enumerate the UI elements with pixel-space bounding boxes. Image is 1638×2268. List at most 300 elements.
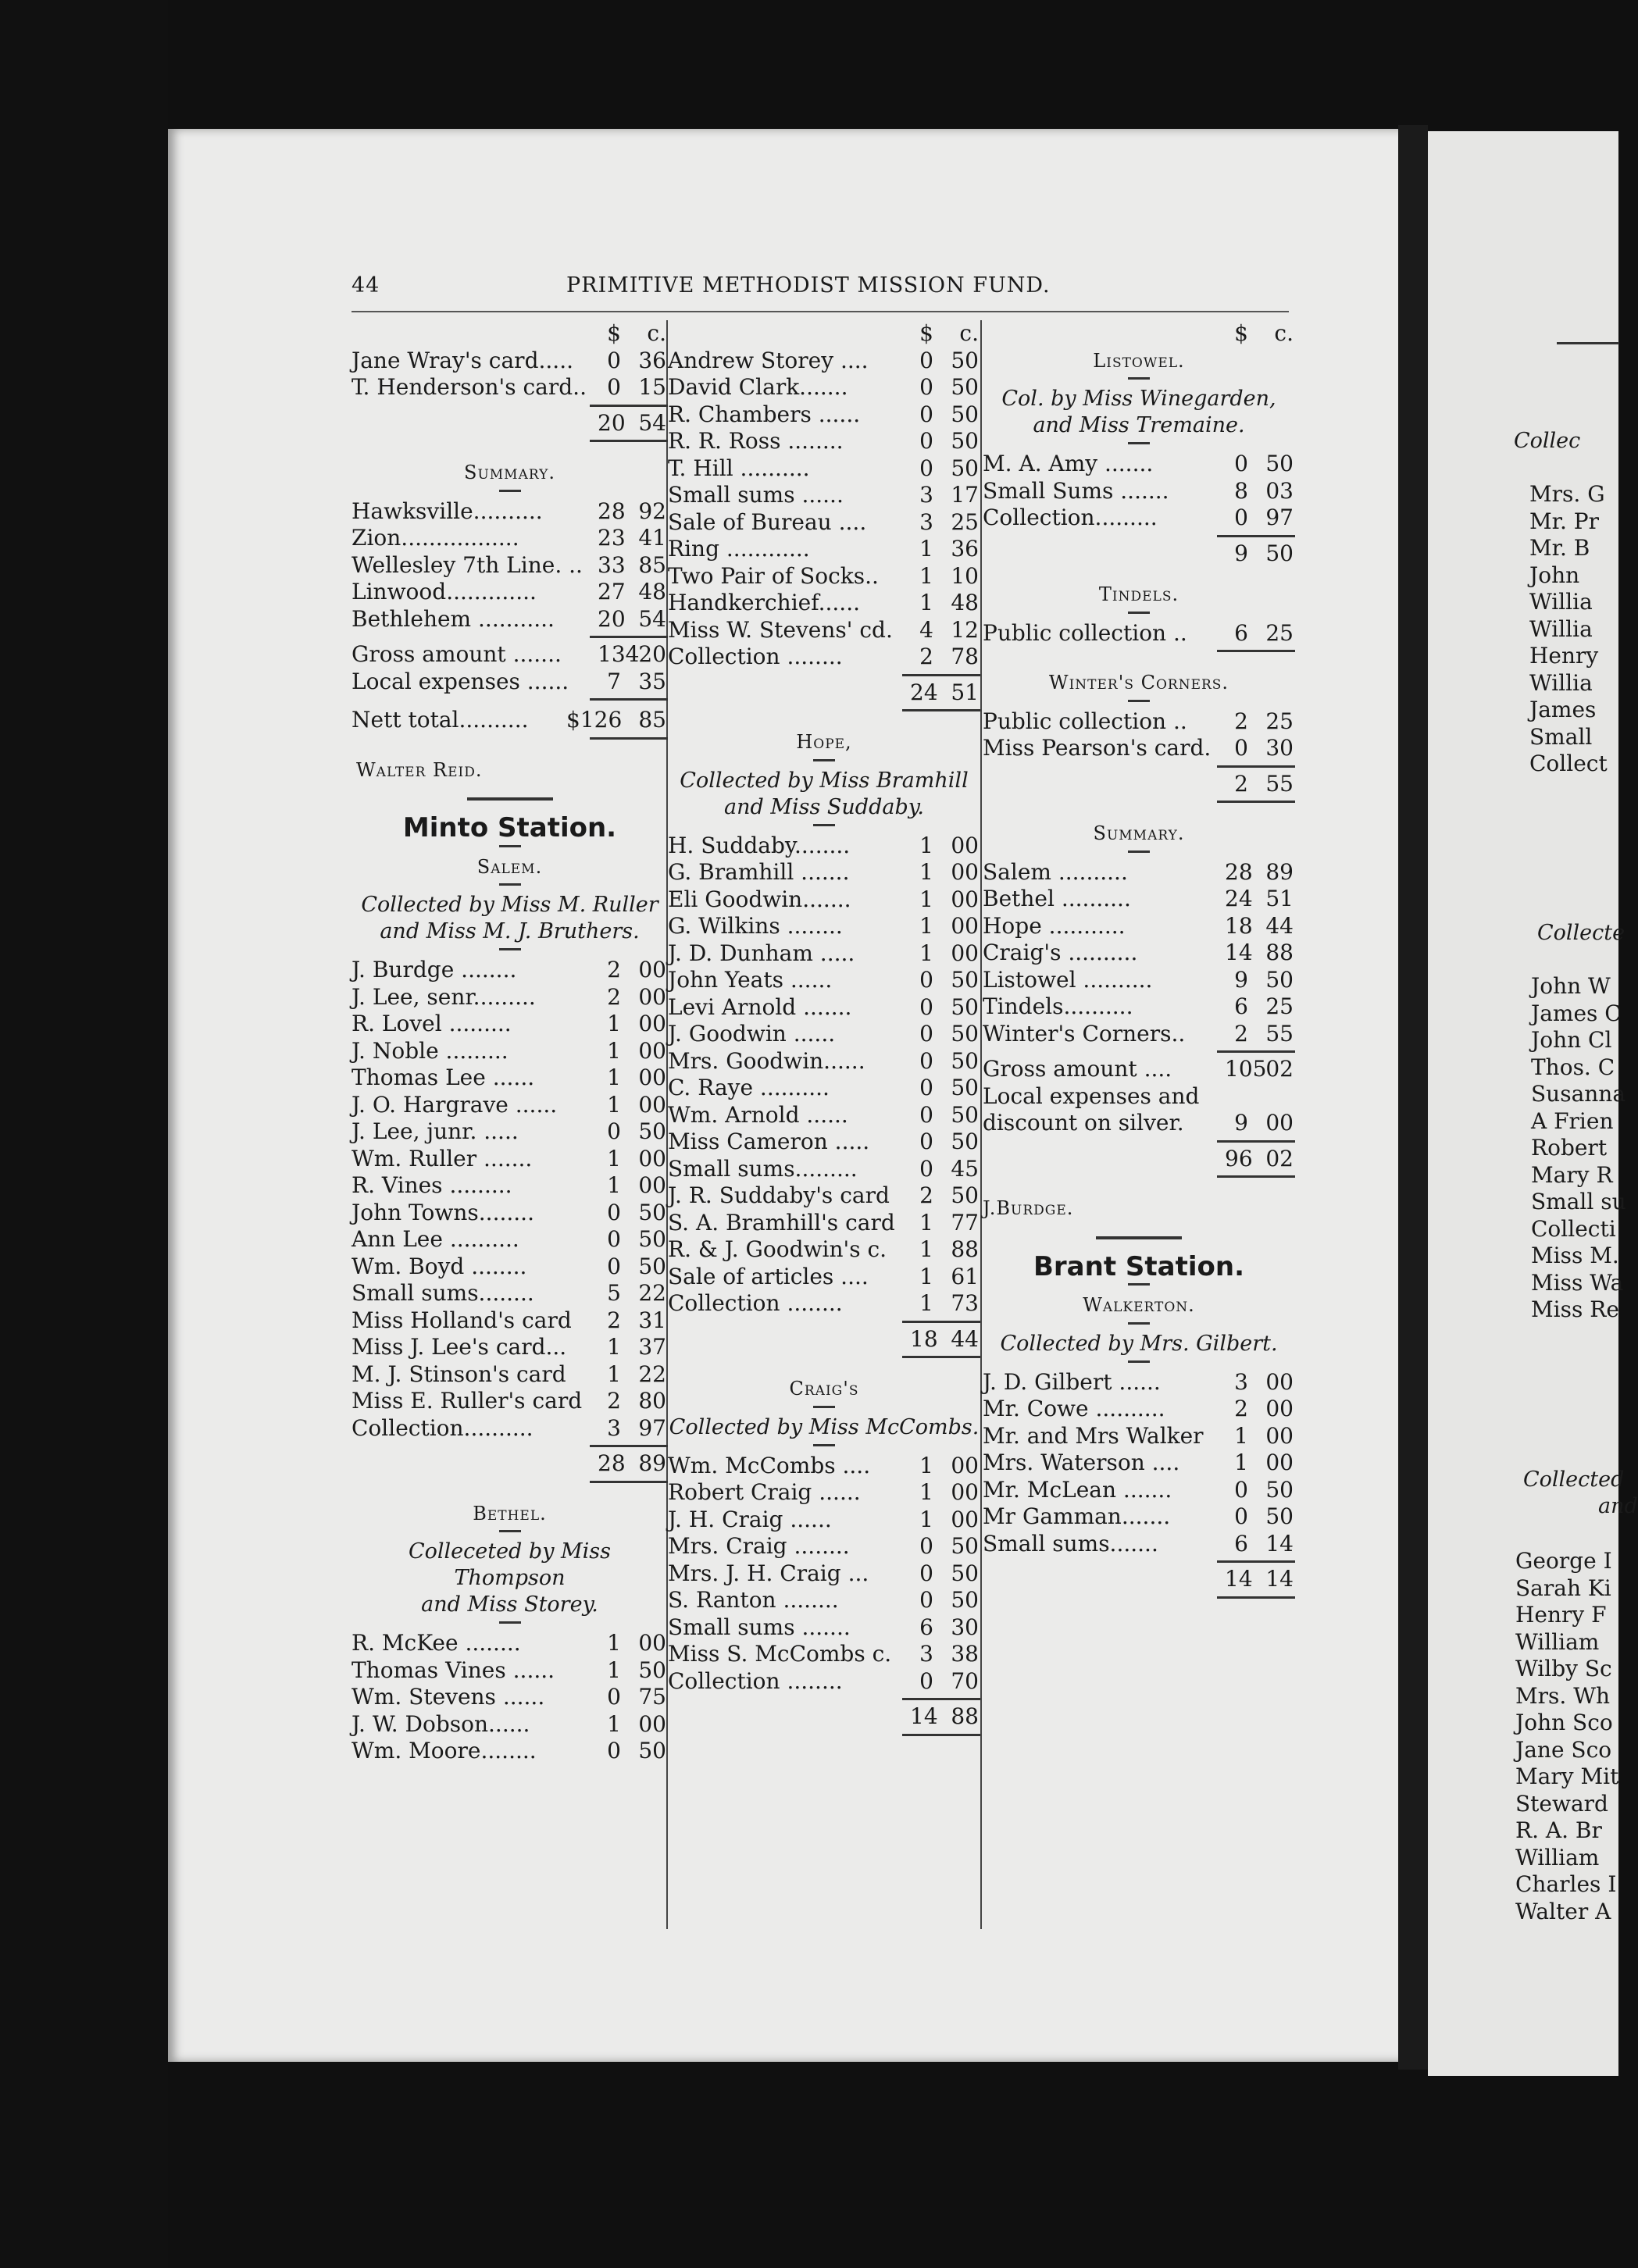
sum-rule	[590, 1481, 668, 1483]
adjacent-line: Mr. B	[1529, 535, 1590, 561]
amount-cents: 70	[951, 1667, 979, 1694]
amount-cents: 00	[951, 1452, 979, 1478]
sum-rule	[1217, 1175, 1295, 1178]
ledger-row	[668, 1641, 980, 1668]
amount-dollars: 3	[919, 508, 933, 535]
amount-cents: 80	[638, 1388, 666, 1414]
amount-cents: 36	[951, 536, 979, 562]
amount-cents: 50	[638, 1118, 666, 1144]
entry-name: J. D. Gilbert ......	[983, 1368, 1161, 1395]
amount-dollars: 7	[607, 668, 621, 694]
amount-dollars: 0	[607, 1684, 621, 1710]
amount-dollars: 2	[607, 957, 621, 982]
collectors-line: Colleceted by Miss Thompson	[408, 1539, 612, 1590]
ledger-row	[983, 886, 1295, 913]
adjacent-line: Sarah Ki	[1515, 1574, 1611, 1601]
entry-name: Wm. Arnold ......	[668, 1101, 848, 1128]
sum-rule	[902, 1734, 980, 1736]
amount-dollars: 1	[607, 1360, 621, 1387]
amount-dollars: 23	[598, 525, 626, 551]
amount-cents: 75	[638, 1684, 666, 1710]
amount-dollars: 14	[910, 1703, 938, 1729]
amount-cents: 25	[1265, 619, 1294, 646]
amount-cents: 50	[638, 1226, 666, 1252]
page-header	[352, 273, 1289, 305]
heading-dash	[1128, 1360, 1150, 1363]
collectors-line: and Miss M. J. Bruthers.	[380, 919, 640, 943]
sum-rule	[1217, 1560, 1295, 1563]
amount-cents: 50	[1265, 1476, 1294, 1503]
entry-name: Eli Goodwin.......	[668, 886, 851, 912]
adjacent-line: George I	[1515, 1548, 1612, 1574]
amount-cents: 00	[951, 913, 979, 939]
entry-name: Salem ..........	[983, 858, 1128, 885]
amount-dollars: 1	[1234, 1450, 1248, 1475]
dollar-sign: $	[919, 320, 933, 346]
ledger-row	[668, 1560, 980, 1588]
entry-name: Wm. Ruller .......	[352, 1145, 533, 1171]
entry-name: Jane Wray's card.....	[352, 347, 573, 373]
adjacent-line: Henry F	[1515, 1602, 1607, 1628]
entry-name: Bethel ..........	[983, 886, 1131, 911]
ledger-row	[668, 1533, 980, 1560]
amount-cents: 35	[638, 668, 666, 694]
amount-cents: 00	[638, 983, 666, 1010]
amount-dollars: 1	[607, 1334, 621, 1360]
section-heading: Summary.	[1093, 822, 1185, 844]
entry-name: Miss J. Lee's card...	[352, 1334, 567, 1360]
entry-name: Gross amount .......	[352, 641, 562, 667]
adjacent-line: Miss Re	[1531, 1296, 1619, 1322]
ledger-row	[668, 401, 980, 429]
adjacent-line: Willia	[1529, 589, 1593, 615]
amount-dollars: 0	[919, 374, 933, 400]
entry-name: Craig's ..........	[983, 940, 1138, 965]
ledger-row	[668, 1129, 980, 1156]
amount-dollars: 0	[607, 1226, 621, 1252]
summary-list	[983, 859, 1295, 1048]
amount-dollars: 1	[919, 1452, 933, 1478]
adjacent-list	[1531, 973, 1626, 1324]
amount-cents: 00	[951, 886, 979, 912]
ledger-row	[983, 735, 1295, 762]
adjacent-line: Miss Wa	[1531, 1269, 1624, 1296]
amount-cents: 00	[638, 1064, 666, 1090]
ledger-row	[983, 1450, 1295, 1477]
ledger-row	[352, 1307, 668, 1335]
adjacent-line: Walter A	[1515, 1898, 1611, 1924]
header-rule	[352, 311, 1289, 312]
amount-cents: 54	[638, 409, 666, 436]
amount-dollars: 0	[919, 1129, 933, 1154]
heading-dash	[813, 759, 835, 761]
amount-cents: 88	[1265, 940, 1294, 965]
entry-name: Bethlehem ...........	[352, 605, 555, 632]
ledger-row	[352, 1118, 668, 1146]
amount-dollars: 1	[607, 1656, 621, 1683]
adjacent-line: John W	[1531, 973, 1611, 999]
ledger-row	[668, 1210, 980, 1237]
amount-cents: 02	[1265, 1056, 1294, 1082]
amount-dollars: 3	[1234, 1368, 1248, 1395]
ledger-row	[668, 1048, 980, 1075]
entry-name: Small sums........	[352, 1280, 534, 1306]
amount-dollars: 3	[919, 1641, 933, 1667]
entry-name: Wm. McCombs ....	[668, 1452, 871, 1478]
amount-dollars: 6	[1234, 993, 1248, 1019]
amount-cents: 50	[951, 455, 979, 481]
ledger-row	[352, 525, 668, 552]
amount-dollars: 3	[607, 1414, 621, 1441]
amount-dollars: 1	[919, 1290, 933, 1316]
amount-dollars: 1	[919, 1479, 933, 1505]
ledger-row	[668, 348, 980, 375]
amount-dollars: 2	[919, 1182, 933, 1208]
amount-cents: 78	[951, 644, 979, 669]
subtotal-row	[668, 1703, 980, 1731]
section-rule	[467, 797, 553, 801]
entry-name: Miss Pearson's card.	[983, 735, 1212, 761]
ledger-row	[983, 505, 1295, 532]
amount-dollars: 33	[598, 551, 626, 578]
entry-name: Mr. Cowe ..........	[983, 1396, 1165, 1421]
adjacent-list	[1529, 481, 1608, 778]
ledger-row	[668, 1614, 980, 1642]
ledger-row	[352, 1253, 668, 1281]
entry-name: J. O. Hargrave ......	[352, 1091, 558, 1118]
adjacent-line: Steward	[1515, 1790, 1608, 1817]
ledger-row	[352, 1200, 668, 1227]
amount-cents: 85	[638, 707, 666, 733]
adjacent-line: Mrs. Wh	[1515, 1682, 1611, 1709]
sum-rule	[590, 698, 668, 701]
amount-cents: 51	[1265, 886, 1294, 911]
entry-name: John Towns........	[352, 1199, 534, 1225]
salem-list	[352, 957, 668, 1442]
entry-name: J. Lee, senr.........	[352, 983, 536, 1010]
amount-cents: 44	[951, 1325, 979, 1352]
sum-rule	[590, 737, 668, 740]
entry-name: Public collection ..	[983, 619, 1187, 646]
ledger-row	[668, 1021, 980, 1048]
adjacent-line: John Sco	[1515, 1710, 1613, 1735]
sum-rule	[902, 1356, 980, 1358]
entry-name: T. Henderson's card..	[352, 374, 587, 400]
amount-cents: 30	[951, 1614, 979, 1640]
adjacent-page	[1428, 131, 1638, 2076]
entry-name: J. Noble .........	[352, 1037, 509, 1064]
amount-cents: 89	[638, 1450, 666, 1476]
ledger-row	[668, 913, 980, 940]
entry-name: Collection ........	[668, 1290, 843, 1316]
amount-dollars: 1	[607, 1091, 621, 1118]
ledger-row	[668, 994, 980, 1022]
ledger-row	[352, 1064, 668, 1092]
entry-name: Ring ............	[668, 536, 810, 562]
ledger-row	[983, 859, 1295, 886]
heading-dash	[499, 1621, 521, 1624]
subtotal-row	[983, 1566, 1295, 1593]
gross-row	[352, 641, 668, 669]
entry-name: G. Bramhill .......	[668, 859, 850, 885]
entry-name: Miss S. McCombs c.	[668, 1641, 892, 1667]
amount-dollars: 0	[607, 1118, 621, 1144]
walkerton-list	[983, 1369, 1295, 1558]
amount-cents: 50	[1265, 966, 1294, 993]
ledger-row	[352, 1146, 668, 1173]
amount-cents: 00	[638, 1172, 666, 1198]
ledger-row	[983, 451, 1295, 478]
heading-dash	[499, 1530, 521, 1532]
amount-dollars: 0	[919, 347, 933, 373]
ledger-row	[352, 984, 668, 1011]
amount-dollars: 1	[607, 1710, 621, 1737]
amount-cents: 20	[638, 641, 666, 667]
collectors-line: Collected	[1523, 1467, 1625, 1492]
sum-rule	[1217, 1140, 1295, 1143]
sum-rule	[902, 709, 980, 711]
ledger-row	[352, 1415, 668, 1442]
amount-dollars: 0	[1234, 735, 1248, 761]
amount-cents: 10	[951, 562, 979, 589]
amount-cents: 92	[638, 497, 666, 524]
amount-cents: 14	[1265, 1566, 1294, 1592]
amount-cents: 12	[951, 616, 979, 643]
amount-cents: 88	[951, 1236, 979, 1262]
amount-dollars: 0	[919, 1533, 933, 1559]
currency-header	[352, 320, 668, 348]
signature: Walter Reid.	[356, 758, 483, 781]
signature: J.Burdge.	[983, 1197, 1074, 1219]
amount-cents: 50	[1265, 451, 1294, 476]
amount-cents: 50	[951, 1047, 979, 1074]
amount-dollars: 0	[919, 1587, 933, 1613]
amount-dollars: 0	[919, 1101, 933, 1128]
amount-dollars: 1	[919, 886, 933, 912]
amount-cents: 00	[638, 1091, 666, 1118]
amount-dollars: 134	[598, 641, 640, 667]
amount-dollars: 0	[919, 1075, 933, 1100]
amount-dollars: 0	[607, 1199, 621, 1225]
entry-name: Zion.................	[352, 525, 519, 551]
amount-cents: 50	[638, 1656, 666, 1683]
gross-row	[983, 1056, 1295, 1083]
entry-name: Andrew Storey ....	[668, 347, 869, 373]
sum-rule	[590, 1445, 668, 1447]
amount-cents: 50	[951, 1533, 979, 1559]
amount-dollars: 1	[919, 1263, 933, 1289]
amount-cents: 89	[1265, 858, 1294, 885]
entry-name: Tindels..........	[983, 993, 1133, 1019]
collectors-line: and	[1598, 1494, 1638, 1518]
ledger-row	[352, 1172, 668, 1200]
amount-cents: 00	[638, 957, 666, 982]
ledger-row	[668, 1102, 980, 1129]
amount-cents: 00	[1265, 1450, 1294, 1475]
adjacent-line: Thos. C	[1531, 1054, 1615, 1080]
amount-cents: 44	[1265, 912, 1294, 939]
ledger-row	[983, 708, 1295, 736]
amount-dollars: 28	[1225, 858, 1253, 885]
amount-cents: 22	[638, 1360, 666, 1387]
ledger-row	[352, 1092, 668, 1119]
amount-dollars: 3	[919, 482, 933, 508]
amount-cents: 48	[638, 579, 666, 604]
adjacent-line: A Frien	[1531, 1107, 1614, 1134]
amount-dollars: 2	[1234, 770, 1248, 797]
amount-cents: 51	[951, 679, 979, 705]
amount-cents: 00	[638, 1011, 666, 1036]
entry-name: Mrs. Goodwin......	[668, 1047, 865, 1074]
currency-header	[668, 320, 980, 348]
entry-name: S. Ranton ........	[668, 1587, 839, 1613]
adjacent-line: Wilby Sc	[1515, 1656, 1612, 1681]
amount-dollars: 27	[598, 579, 626, 604]
heading-dash	[1128, 700, 1150, 702]
ledger-row	[983, 940, 1295, 967]
ledger-row	[352, 348, 668, 375]
amount-dollars: 0	[919, 993, 933, 1020]
amount-dollars: 28	[598, 497, 626, 524]
page-title: PRIMITIVE METHODIST MISSION FUND.	[566, 273, 1051, 298]
entry-name: Collection.........	[983, 505, 1158, 530]
entry-name: C. Raye ..........	[668, 1075, 830, 1100]
entry-name: Thomas Lee ......	[352, 1064, 535, 1090]
summary-list	[352, 498, 668, 633]
cents-sign: c.	[1274, 320, 1294, 346]
amount-dollars: 2	[607, 1307, 621, 1333]
amount-dollars: $126	[566, 707, 623, 733]
adjacent-line: William	[1515, 1844, 1600, 1870]
entry-name: Public collection ..	[983, 708, 1187, 734]
amount-dollars: 0	[1234, 505, 1248, 530]
amount-cents: 50	[638, 1199, 666, 1225]
heading-dash	[813, 1406, 835, 1408]
sum-rule	[1217, 1596, 1295, 1599]
entry-name: Mrs. Waterson ....	[983, 1450, 1180, 1475]
amount-cents: 00	[1265, 1368, 1294, 1395]
sum-rule	[902, 1321, 980, 1323]
currency-header	[983, 320, 1295, 348]
collectors-line: Collec	[1514, 429, 1581, 453]
sum-rule	[1217, 765, 1295, 768]
ledger-row	[668, 1290, 980, 1318]
ledger-row	[352, 1684, 668, 1711]
entry-name: Local expenses and	[983, 1082, 1200, 1109]
section-heading: Hope,	[796, 731, 852, 753]
entry-name: J. Lee, junr. .....	[352, 1118, 519, 1144]
amount-cents: 50	[951, 1560, 979, 1586]
heading-dash	[1128, 612, 1150, 614]
heading-dash	[1128, 377, 1150, 380]
amount-cents: 00	[638, 1630, 666, 1656]
local-expenses-row	[983, 1110, 1295, 1137]
amount-dollars: 18	[910, 1325, 938, 1352]
ledger-row	[668, 1236, 980, 1264]
adjacent-line: John	[1529, 562, 1580, 588]
entry-name: Collection ........	[668, 644, 843, 669]
adjacent-line: James C	[1531, 1000, 1622, 1026]
ledger-row	[352, 1711, 668, 1738]
ledger-row	[983, 993, 1295, 1021]
section-rule	[1096, 1236, 1182, 1239]
entry-name: R. Chambers ......	[668, 401, 861, 427]
entry-name: Small sums.........	[668, 1155, 858, 1182]
hope-list	[668, 833, 980, 1318]
adjacent-line: William	[1515, 1628, 1600, 1655]
amount-dollars: 1	[607, 1172, 621, 1198]
amount-dollars: 0	[919, 401, 933, 427]
amount-dollars: 1	[607, 1037, 621, 1064]
adjacent-line: Willia	[1529, 669, 1593, 696]
ledger-row	[352, 1226, 668, 1253]
entry-name: Small sums ......	[668, 482, 844, 508]
amount-cents: 00	[951, 859, 979, 885]
section-heading: Tindels.	[1098, 583, 1179, 605]
entry-name: H. Suddaby........	[668, 832, 851, 858]
amount-cents: 22	[638, 1280, 666, 1306]
amount-cents: 48	[951, 590, 979, 615]
dollar-sign: $	[1234, 320, 1248, 346]
section-heading: Salem.	[476, 855, 543, 878]
heading-dash	[1128, 442, 1150, 444]
ledger-row	[668, 509, 980, 537]
ledger-row	[668, 617, 980, 644]
amount-cents: 38	[951, 1641, 979, 1667]
adjacent-line: Henry	[1529, 643, 1599, 669]
amount-dollars: 1	[919, 832, 933, 858]
amount-cents: 45	[951, 1155, 979, 1182]
amount-dollars: 1	[919, 1209, 933, 1236]
entry-name: Mrs. Craig ........	[668, 1533, 850, 1559]
entry-name: Mr. McLean .......	[983, 1476, 1172, 1503]
entry-name: Hope ...........	[983, 912, 1126, 939]
ledger-row	[983, 620, 1295, 647]
ledger-row	[668, 886, 980, 914]
entry-name: Mr. and Mrs Walker	[983, 1422, 1204, 1449]
amount-dollars: 9	[1234, 1110, 1248, 1136]
amount-dollars: 96	[1225, 1145, 1253, 1171]
amount-dollars: 0	[607, 347, 621, 373]
amount-dollars: 0	[607, 374, 621, 400]
ledger-row	[983, 1423, 1295, 1450]
collectors-line: Col. by Miss Winegarden,	[1001, 387, 1276, 411]
adjacent-line: Robert	[1531, 1135, 1608, 1161]
amount-dollars: 28	[598, 1450, 626, 1476]
entry-name: J. R. Suddaby's card	[668, 1182, 890, 1208]
entry-name: M. J. Stinson's card	[352, 1360, 566, 1387]
amount-dollars: 0	[919, 967, 933, 993]
amount-cents: 25	[1265, 993, 1294, 1019]
ledger-row	[668, 1479, 980, 1507]
entry-name: John Yeats ......	[668, 967, 833, 993]
amount-cents: 97	[638, 1414, 666, 1441]
ledger-row	[352, 957, 668, 984]
amount-dollars: 2	[919, 644, 933, 669]
amount-dollars: 6	[919, 1614, 933, 1640]
amount-dollars: 2	[607, 983, 621, 1010]
amount-dollars: 14	[1225, 940, 1253, 965]
column-divider	[980, 320, 982, 1929]
entry-name: J. D. Dunham .....	[668, 940, 855, 966]
heading-dash	[1128, 1283, 1150, 1286]
ledger-row	[352, 1738, 668, 1765]
entry-name: R. Vines .........	[352, 1172, 512, 1198]
header-rule	[1557, 342, 1619, 344]
amount-dollars: 18	[1225, 912, 1253, 939]
amount-cents: 73	[951, 1290, 979, 1316]
ledger-row	[352, 1334, 668, 1361]
